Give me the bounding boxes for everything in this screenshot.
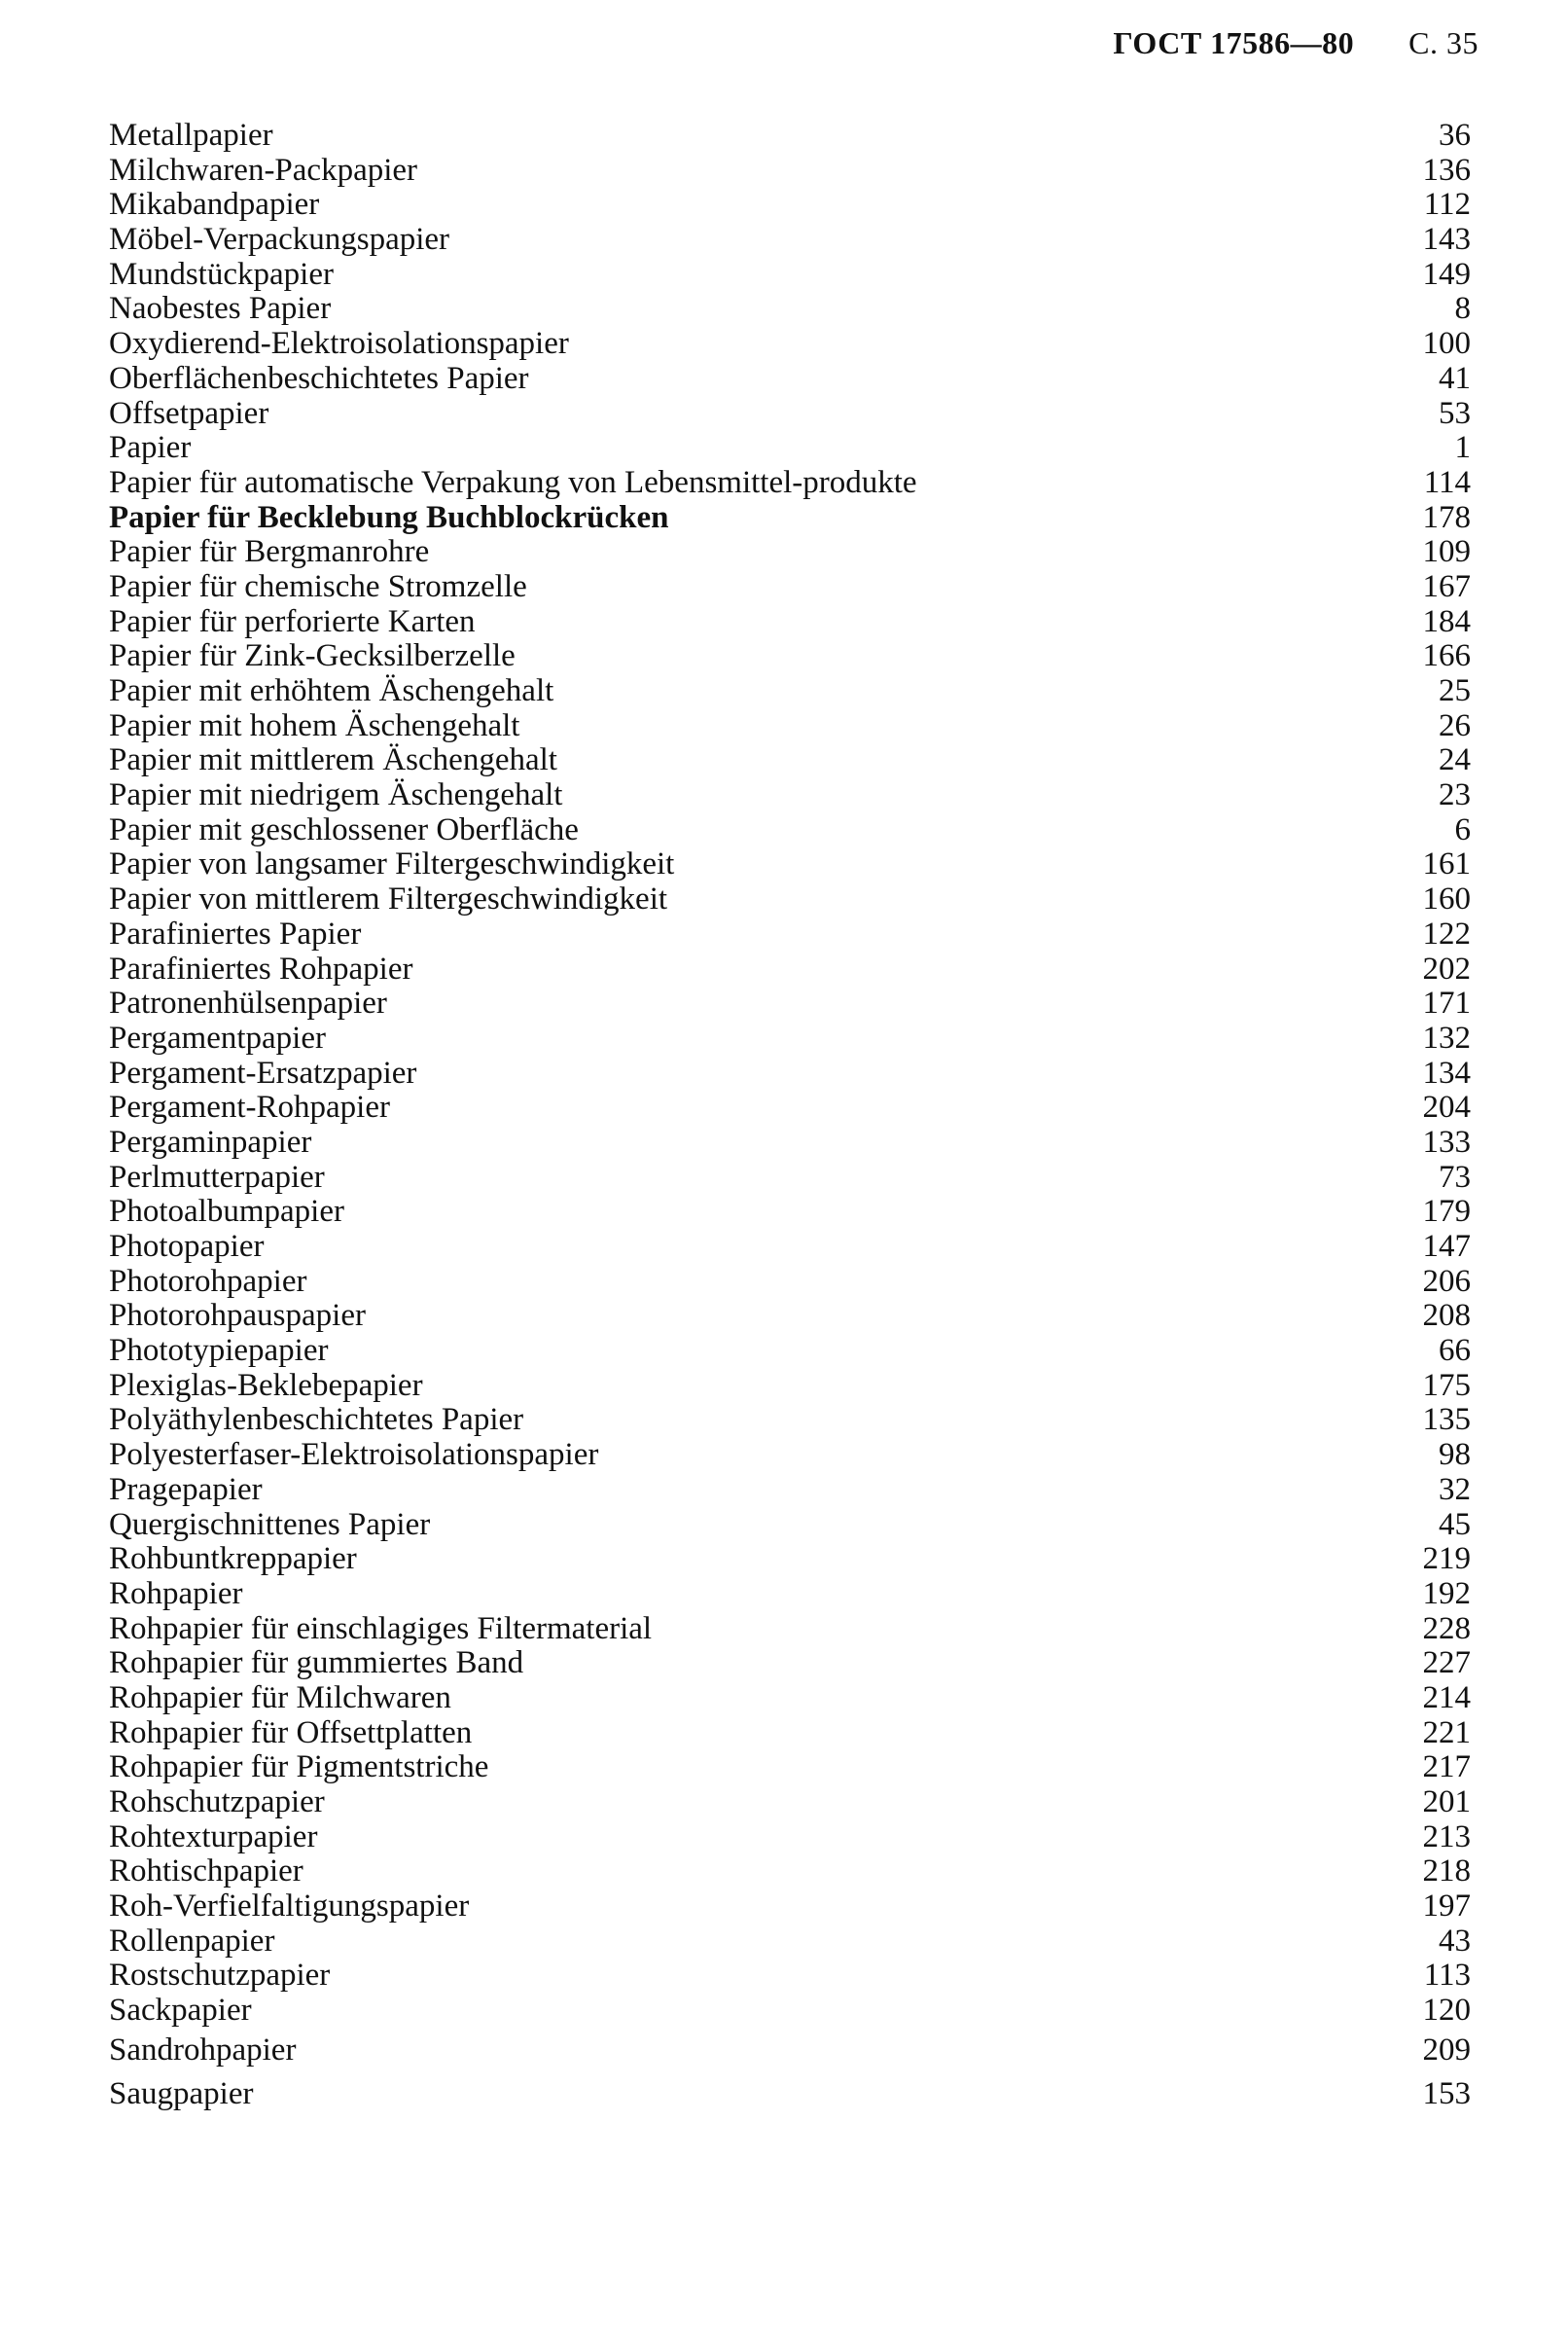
- entry-term: Metallpapier: [109, 118, 273, 153]
- index-entry: [109, 1681, 1471, 1716]
- entry-term: Papier für Becklebung Buchblockrücken: [109, 499, 669, 535]
- index-entry: [109, 1508, 1471, 1543]
- index-entry: [109, 223, 1471, 258]
- entry-page-number: 1: [1454, 430, 1471, 466]
- entry-term: Rohtischpapier: [109, 1853, 303, 1889]
- entry-page-number: 24: [1439, 742, 1471, 778]
- standard-number: ГОСТ 17586—80: [1113, 25, 1355, 60]
- entry-page-number: 209: [1422, 2032, 1471, 2068]
- index-entry: [109, 1438, 1471, 1473]
- entry-term: Papier mit erhöhtem Äschengehalt: [109, 673, 554, 708]
- entry-page-number: 132: [1422, 1020, 1471, 1056]
- entry-page-number: 26: [1439, 707, 1471, 743]
- entry-term: Quergischnittenes Papier: [109, 1506, 431, 1542]
- entry-term: Rollenpapier: [109, 1923, 275, 1959]
- entry-page-number: 175: [1422, 1367, 1471, 1403]
- entry-page-number: 197: [1422, 1888, 1471, 1924]
- entry-page-number: 153: [1422, 2075, 1471, 2111]
- index-entry: [109, 1820, 1471, 1855]
- entry-term: Rohpapier für gummiertes Band: [109, 1645, 524, 1681]
- entry-page-number: 6: [1454, 811, 1471, 847]
- index-entry: [109, 2072, 1471, 2116]
- index-entry: [109, 154, 1471, 189]
- entry-term: Papier mit hohem Äschengehalt: [109, 707, 520, 743]
- index-entry: [109, 1230, 1471, 1265]
- entry-term: Plexiglas-Beklebepapier: [109, 1367, 423, 1403]
- entry-term: Photopapier: [109, 1229, 265, 1264]
- entry-term: Photorohpauspapier: [109, 1298, 366, 1334]
- index-entry: [109, 953, 1471, 988]
- entry-page-number: 171: [1422, 986, 1471, 1022]
- entry-page-number: 134: [1422, 1055, 1471, 1091]
- index-entry: [109, 1994, 1471, 2029]
- index-entry: [109, 1057, 1471, 1092]
- index-entry: [109, 1334, 1471, 1369]
- index-entry: [109, 1542, 1471, 1577]
- entry-page-number: 217: [1422, 1749, 1471, 1785]
- index-entry: [109, 778, 1471, 813]
- entry-page-number: 135: [1422, 1402, 1471, 1438]
- entry-page-number: 161: [1422, 846, 1471, 882]
- index-entry: [109, 1126, 1471, 1161]
- entry-term: Pergament-Ersatzpapier: [109, 1055, 417, 1091]
- index-entry: [109, 188, 1471, 223]
- entry-term: Parafiniertes Papier: [109, 916, 362, 952]
- index-entry: [109, 1716, 1471, 1751]
- index-entry: [109, 882, 1471, 917]
- index-entry: [109, 535, 1471, 570]
- entry-term: Mundstückpapier: [109, 256, 334, 292]
- entry-term: Sackpapier: [109, 1993, 252, 2029]
- entry-page-number: 98: [1439, 1437, 1471, 1473]
- entry-term: Photorohpapier: [109, 1263, 307, 1299]
- entry-page-number: 53: [1439, 395, 1471, 431]
- index-list: [109, 119, 1471, 2116]
- index-entry: [109, 1924, 1471, 1960]
- entry-page-number: 113: [1423, 1958, 1471, 1994]
- index-entry: [109, 1889, 1471, 1924]
- index-entry: [109, 709, 1471, 744]
- entry-term: Papier für Zink-Gecksilberzelle: [109, 638, 516, 674]
- index-entry: [109, 674, 1471, 709]
- entry-term: Papier mit geschlossener Oberfläche: [109, 811, 579, 847]
- entry-page-number: 206: [1422, 1263, 1471, 1299]
- entry-page-number: 208: [1422, 1298, 1471, 1334]
- index-entry: [109, 501, 1471, 536]
- index-entry: [109, 2029, 1471, 2072]
- index-entry: [109, 1473, 1471, 1508]
- index-entry: [109, 1785, 1471, 1820]
- entry-page-number: 192: [1422, 1575, 1471, 1611]
- entry-term: Papier mit mittlerem Äschengehalt: [109, 742, 557, 778]
- entry-term: Rohpapier: [109, 1575, 243, 1611]
- entry-term: Rohschutzpapier: [109, 1784, 325, 1819]
- entry-page-number: 36: [1439, 118, 1471, 153]
- entry-term: Papier mit niedrigem Äschengehalt: [109, 777, 563, 813]
- entry-term: Pragepapier: [109, 1471, 263, 1507]
- index-entry: [109, 119, 1471, 154]
- entry-term: Möbel-Verpackungspapier: [109, 222, 450, 258]
- entry-term: Parafiniertes Rohpapier: [109, 951, 413, 987]
- index-entry: [109, 1265, 1471, 1300]
- index-entry: [109, 466, 1471, 501]
- page-number: С. 35: [1408, 25, 1479, 60]
- entry-page-number: 149: [1422, 256, 1471, 292]
- entry-page-number: 218: [1422, 1853, 1471, 1889]
- entry-term: Photoalbumpapier: [109, 1194, 344, 1230]
- index-entry: [109, 813, 1471, 848]
- entry-page-number: 32: [1439, 1471, 1471, 1507]
- entry-term: Papier für perforierte Karten: [109, 603, 476, 639]
- entry-term: Oberflächenbeschichtetes Papier: [109, 360, 529, 396]
- index-entry: [109, 1195, 1471, 1230]
- index-entry: [109, 1369, 1471, 1404]
- entry-page-number: 66: [1439, 1333, 1471, 1369]
- index-entry: [109, 1646, 1471, 1681]
- entry-page-number: 25: [1439, 673, 1471, 708]
- entry-term: Milchwaren-Packpapier: [109, 152, 418, 188]
- entry-page-number: 23: [1439, 777, 1471, 813]
- entry-page-number: 166: [1422, 638, 1471, 674]
- entry-term: Patronenhülsenpapier: [109, 986, 387, 1022]
- entry-page-number: 100: [1422, 326, 1471, 362]
- entry-page-number: 219: [1422, 1541, 1471, 1577]
- index-entry: [109, 1022, 1471, 1057]
- entry-term: Papier von mittlerem Filtergeschwindigkeit: [109, 881, 668, 917]
- index-entry: [109, 1577, 1471, 1612]
- index-entry: [109, 397, 1471, 432]
- entry-term: Offsetpapier: [109, 395, 269, 431]
- entry-page-number: 167: [1422, 568, 1471, 604]
- entry-term: Rohpapier für einschlagiges Filtermaterial: [109, 1610, 653, 1646]
- entry-term: Pergaminpapier: [109, 1124, 312, 1160]
- entry-term: Rohpapier für Milchwaren: [109, 1679, 451, 1715]
- entry-page-number: 122: [1422, 916, 1471, 952]
- index-entry: [109, 917, 1471, 953]
- entry-page-number: 227: [1422, 1645, 1471, 1681]
- entry-page-number: 45: [1439, 1506, 1471, 1542]
- entry-term: Pergament-Rohpapier: [109, 1090, 390, 1126]
- entry-page-number: 202: [1422, 951, 1471, 987]
- index-entry: [109, 570, 1471, 605]
- entry-term: Pergamentpapier: [109, 1020, 326, 1056]
- index-entry: [109, 362, 1471, 397]
- entry-term: Polyesterfaser-Elektroisolationspapier: [109, 1437, 599, 1473]
- entry-page-number: 73: [1439, 1159, 1471, 1195]
- entry-page-number: 201: [1422, 1784, 1471, 1819]
- entry-term: Rostschutzpapier: [109, 1958, 331, 1994]
- entry-term: Rohtexturpapier: [109, 1818, 318, 1854]
- entry-page-number: 179: [1422, 1194, 1471, 1230]
- index-entry: [109, 639, 1471, 674]
- index-entry: [109, 1854, 1471, 1889]
- entry-term: Papier von langsamer Filtergeschwindigkeit: [109, 846, 675, 882]
- index-entry: [109, 987, 1471, 1022]
- index-entry: [109, 327, 1471, 362]
- entry-term: Papier für Bergmanrohre: [109, 534, 430, 570]
- entry-page-number: 112: [1423, 187, 1471, 223]
- entry-page-number: 143: [1422, 222, 1471, 258]
- entry-page-number: 204: [1422, 1090, 1471, 1126]
- entry-page-number: 184: [1422, 603, 1471, 639]
- entry-term: Rohpapier für Offsettplatten: [109, 1714, 473, 1750]
- index-entry: [109, 1299, 1471, 1334]
- entry-page-number: 133: [1422, 1124, 1471, 1160]
- page-header: [1113, 25, 1479, 70]
- entry-term: Perlmutterpapier: [109, 1159, 325, 1195]
- index-entry: [109, 292, 1471, 327]
- entry-page-number: 41: [1439, 360, 1471, 396]
- entry-term: Oxydierend-Elektroisolationspapier: [109, 326, 569, 362]
- entry-page-number: 228: [1422, 1610, 1471, 1646]
- entry-page-number: 109: [1422, 534, 1471, 570]
- index-entry: [109, 1161, 1471, 1196]
- entry-term: Roh-Verfielfaltigungspapier: [109, 1888, 470, 1924]
- entry-page-number: 214: [1422, 1679, 1471, 1715]
- index-entry: [109, 605, 1471, 640]
- entry-term: Naobestes Papier: [109, 291, 332, 327]
- entry-page-number: 136: [1422, 152, 1471, 188]
- entry-page-number: 43: [1439, 1923, 1471, 1959]
- entry-page-number: 120: [1422, 1993, 1471, 2029]
- entry-page-number: 213: [1422, 1818, 1471, 1854]
- entry-term: Sandrohpapier: [109, 2032, 297, 2068]
- index-entry: [109, 1750, 1471, 1785]
- entry-page-number: 147: [1422, 1229, 1471, 1264]
- entry-term: Phototypiepapier: [109, 1333, 329, 1369]
- entry-term: Papier: [109, 430, 192, 466]
- entry-term: Papier für chemische Stromzelle: [109, 568, 527, 604]
- entry-page-number: 114: [1423, 464, 1471, 500]
- entry-term: Rohpapier für Pigmentstriche: [109, 1749, 489, 1785]
- entry-term: Mikabandpapier: [109, 187, 320, 223]
- index-entry: [109, 847, 1471, 882]
- index-entry: [109, 431, 1471, 466]
- entry-term: Papier für automatische Verpakung von Lebensmittel-produkte: [109, 464, 917, 500]
- entry-page-number: 221: [1422, 1714, 1471, 1750]
- index-entry: [109, 1612, 1471, 1647]
- entry-page-number: 178: [1422, 499, 1471, 535]
- entry-page-number: 160: [1422, 881, 1471, 917]
- entry-term: Polyäthylenbeschichtetes Papier: [109, 1402, 524, 1438]
- index-entry: [109, 258, 1471, 293]
- index-entry: [109, 1091, 1471, 1126]
- entry-term: Saugpapier: [109, 2075, 254, 2111]
- entry-term: Rohbuntkreppapier: [109, 1541, 357, 1577]
- entry-page-number: 8: [1454, 291, 1471, 327]
- index-entry: [109, 1403, 1471, 1438]
- index-entry: [109, 743, 1471, 778]
- index-entry: [109, 1959, 1471, 1994]
